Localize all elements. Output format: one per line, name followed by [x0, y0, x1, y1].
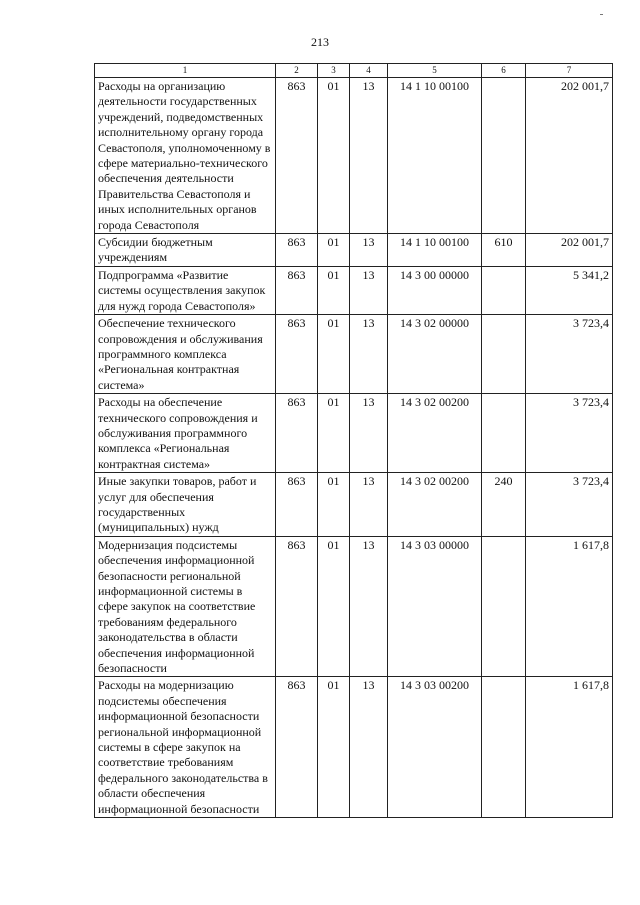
amount-cell: 1 617,8	[526, 677, 613, 818]
table-row	[95, 536, 613, 677]
ministry-code-cell: 863	[276, 266, 318, 314]
section-cell: 01	[318, 394, 350, 473]
row-name-cell: Расходы на обеспечение технического сопровождения и обслуживания программного комплекса «Региональная контрактная система»	[95, 394, 276, 473]
target-article-cell: 14 3 00 00000	[388, 266, 482, 314]
table-row	[95, 473, 613, 537]
target-article-cell: 14 1 10 00100	[388, 78, 482, 234]
section-cell: 01	[318, 234, 350, 267]
scan-mark	[600, 14, 603, 15]
table-row	[95, 234, 613, 267]
target-article-cell: 14 3 03 00200	[388, 677, 482, 818]
expense-type-cell	[482, 677, 526, 818]
subsection-cell: 13	[350, 78, 388, 234]
expense-type-cell	[482, 536, 526, 677]
subsection-cell: 13	[350, 536, 388, 677]
header-cell: 6	[482, 64, 526, 78]
header-cell: 2	[276, 64, 318, 78]
amount-cell: 1 617,8	[526, 536, 613, 677]
amount-cell: 3 723,4	[526, 315, 613, 394]
subsection-cell: 13	[350, 315, 388, 394]
section-cell: 01	[318, 78, 350, 234]
row-name-cell: Субсидии бюджетным учреждениям	[95, 234, 276, 267]
section-cell: 01	[318, 315, 350, 394]
budget-table	[94, 63, 613, 818]
expense-type-cell	[482, 394, 526, 473]
subsection-cell: 13	[350, 473, 388, 537]
row-name-cell: Расходы на организацию деятельности государственных учреждений, подведомственных исполнительному органу города Севастополя, уполномоченному в сфере материально-технического обеспечения деятельности Правительства Севастополя и иных исполнительных органов города Севастополя	[95, 78, 276, 234]
header-cell: 4	[350, 64, 388, 78]
ministry-code-cell: 863	[276, 78, 318, 234]
subsection-cell: 13	[350, 677, 388, 818]
row-name-cell: Подпрограмма «Развитие системы осуществления закупок для нужд города Севастополя»	[95, 266, 276, 314]
target-article-cell: 14 1 10 00100	[388, 234, 482, 267]
amount-cell: 5 341,2	[526, 266, 613, 314]
expense-type-cell: 610	[482, 234, 526, 267]
table-row	[95, 315, 613, 394]
section-cell: 01	[318, 473, 350, 537]
expense-type-cell: 240	[482, 473, 526, 537]
ministry-code-cell: 863	[276, 394, 318, 473]
amount-cell: 3 723,4	[526, 473, 613, 537]
expense-type-cell	[482, 78, 526, 234]
row-name-cell: Расходы на модернизацию подсистемы обеспечения информационной безопасности региональной информационной системы в сфере закупок на соответствие требованиям федерального законодательства в области обеспечения информационной безопасности	[95, 677, 276, 818]
amount-cell: 3 723,4	[526, 394, 613, 473]
ministry-code-cell: 863	[276, 315, 318, 394]
expense-type-cell	[482, 266, 526, 314]
table-row	[95, 677, 613, 818]
section-cell: 01	[318, 677, 350, 818]
target-article-cell: 14 3 02 00200	[388, 473, 482, 537]
ministry-code-cell: 863	[276, 677, 318, 818]
row-name-cell: Обеспечение технического сопровождения и обслуживания программного комплекса «Региональная контрактная система»	[95, 315, 276, 394]
header-cell: 5	[388, 64, 482, 78]
table-row	[95, 266, 613, 314]
amount-cell: 202 001,7	[526, 234, 613, 267]
header-cell: 3	[318, 64, 350, 78]
subsection-cell: 13	[350, 394, 388, 473]
expense-type-cell	[482, 315, 526, 394]
table-header-row	[95, 64, 613, 78]
table-row	[95, 78, 613, 234]
header-cell: 1	[95, 64, 276, 78]
header-cell: 7	[526, 64, 613, 78]
section-cell: 01	[318, 536, 350, 677]
ministry-code-cell: 863	[276, 536, 318, 677]
row-name-cell: Модернизация подсистемы обеспечения информационной безопасности региональной информационной системы в сфере закупок на соответствие требованиям федерального законодательства в области обеспечения информационной безопасности	[95, 536, 276, 677]
target-article-cell: 14 3 02 00200	[388, 394, 482, 473]
section-cell: 01	[318, 266, 350, 314]
amount-cell: 202 001,7	[526, 78, 613, 234]
ministry-code-cell: 863	[276, 234, 318, 267]
target-article-cell: 14 3 02 00000	[388, 315, 482, 394]
ministry-code-cell: 863	[276, 473, 318, 537]
page-number: 213	[311, 35, 329, 49]
row-name-cell: Иные закупки товаров, работ и услуг для обеспечения государственных (муниципальных) нужд	[95, 473, 276, 537]
subsection-cell: 13	[350, 266, 388, 314]
table-row	[95, 394, 613, 473]
subsection-cell: 13	[350, 234, 388, 267]
target-article-cell: 14 3 03 00000	[388, 536, 482, 677]
